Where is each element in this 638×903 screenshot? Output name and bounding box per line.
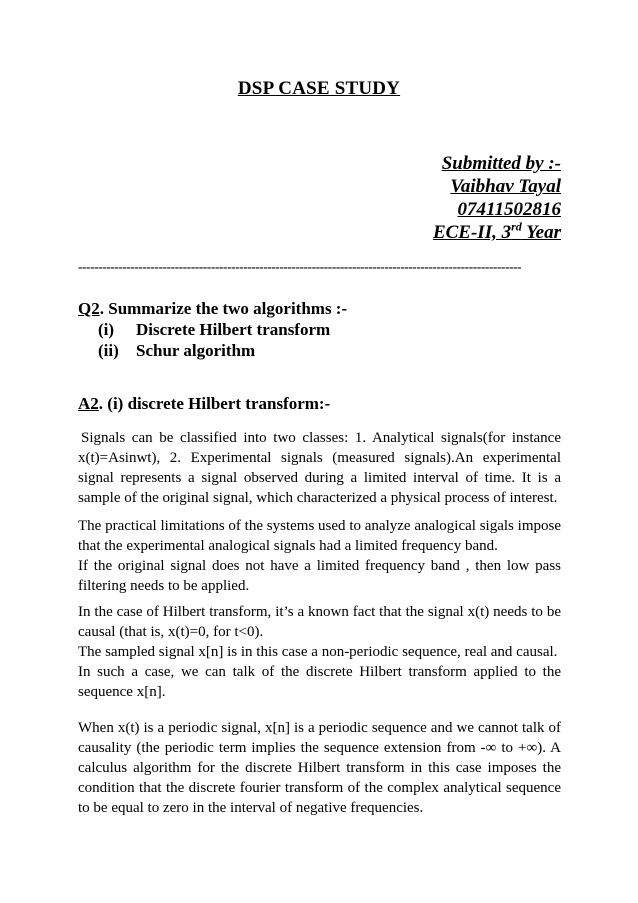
paragraph-text: When x(t) is a periodic signal, x[n] is a periodic sequence and we cannot talk of causality (the periodic term implies the sequence extension from -∞ to +∞). A calculus algorithm for the discrete Hilbert transform in this case imposes the condition that the discrete fourier transform of the complex analytical sequence to be equal to zero in the interval of negative frequencies. <box>78 720 561 816</box>
answer-number: A2 <box>78 394 99 413</box>
class-year-ordinal: rd <box>511 219 522 234</box>
class-year-prefix: ECE-II, 3 <box>432 222 512 243</box>
paragraph-text: In the case of Hilbert transform, it’s a known fact that the signal x(t) needs to be causal (that is, x(t)=0, for t<0). <box>78 604 561 640</box>
answer-heading-text: . (i) discrete Hilbert transform:- <box>98 394 331 413</box>
paragraph-text: If the original signal does not have a limited frequency band , then low pass filtering needs to be applied. <box>78 558 561 594</box>
question-item-label: Discrete Hilbert transform <box>136 320 331 339</box>
submitted-by-label: Submitted by :- <box>441 153 561 174</box>
question-item <box>98 340 347 361</box>
paragraph-text: The practical limitations of the systems used to analyze analogical sigals impose that the experimental analogical signals had a limited frequency band. <box>78 518 561 554</box>
question-text: . Summarize the two algorithms :- <box>99 299 348 318</box>
answer-heading <box>78 394 330 414</box>
class-year-suffix: Year <box>521 222 561 243</box>
submitted-block <box>433 152 561 244</box>
question-number: Q2 <box>78 299 100 318</box>
paragraph <box>78 516 561 596</box>
document-title: DSP CASE STUDY <box>237 78 401 99</box>
question-item-label: Schur algorithm <box>136 341 256 360</box>
question-item-roman: (i) <box>98 320 115 339</box>
paragraph <box>78 718 561 818</box>
class-year <box>433 221 561 244</box>
paragraph-text: In such a case, we can talk of the discrete Hilbert transform applied to the sequence x[n]. <box>78 664 561 700</box>
question-heading <box>78 298 347 319</box>
paragraph <box>78 602 561 702</box>
question-item <box>98 319 347 340</box>
question-item-roman: (ii) <box>98 341 119 360</box>
paragraph-text: The sampled signal x[n] is in this case a non-periodic sequence, real and causal. <box>78 644 558 660</box>
enrollment-number: 07411502816 <box>457 199 561 220</box>
paragraph <box>78 428 561 508</box>
question-block <box>78 298 347 361</box>
separator-line: -------------------------------------------------------------------------------------------------------------- <box>78 260 522 274</box>
author-name: Vaibhav Tayal <box>450 176 561 197</box>
paragraph-text: Signals can be classified into two classes: 1. Analytical signals(for instance x(t)=Asinwt), 2. Experimental signals (measured signals).An experimental signal represents a signal observed during a limited interval of time. It is a sample of the original signal, which characterized a physical process of interest. <box>78 430 561 506</box>
